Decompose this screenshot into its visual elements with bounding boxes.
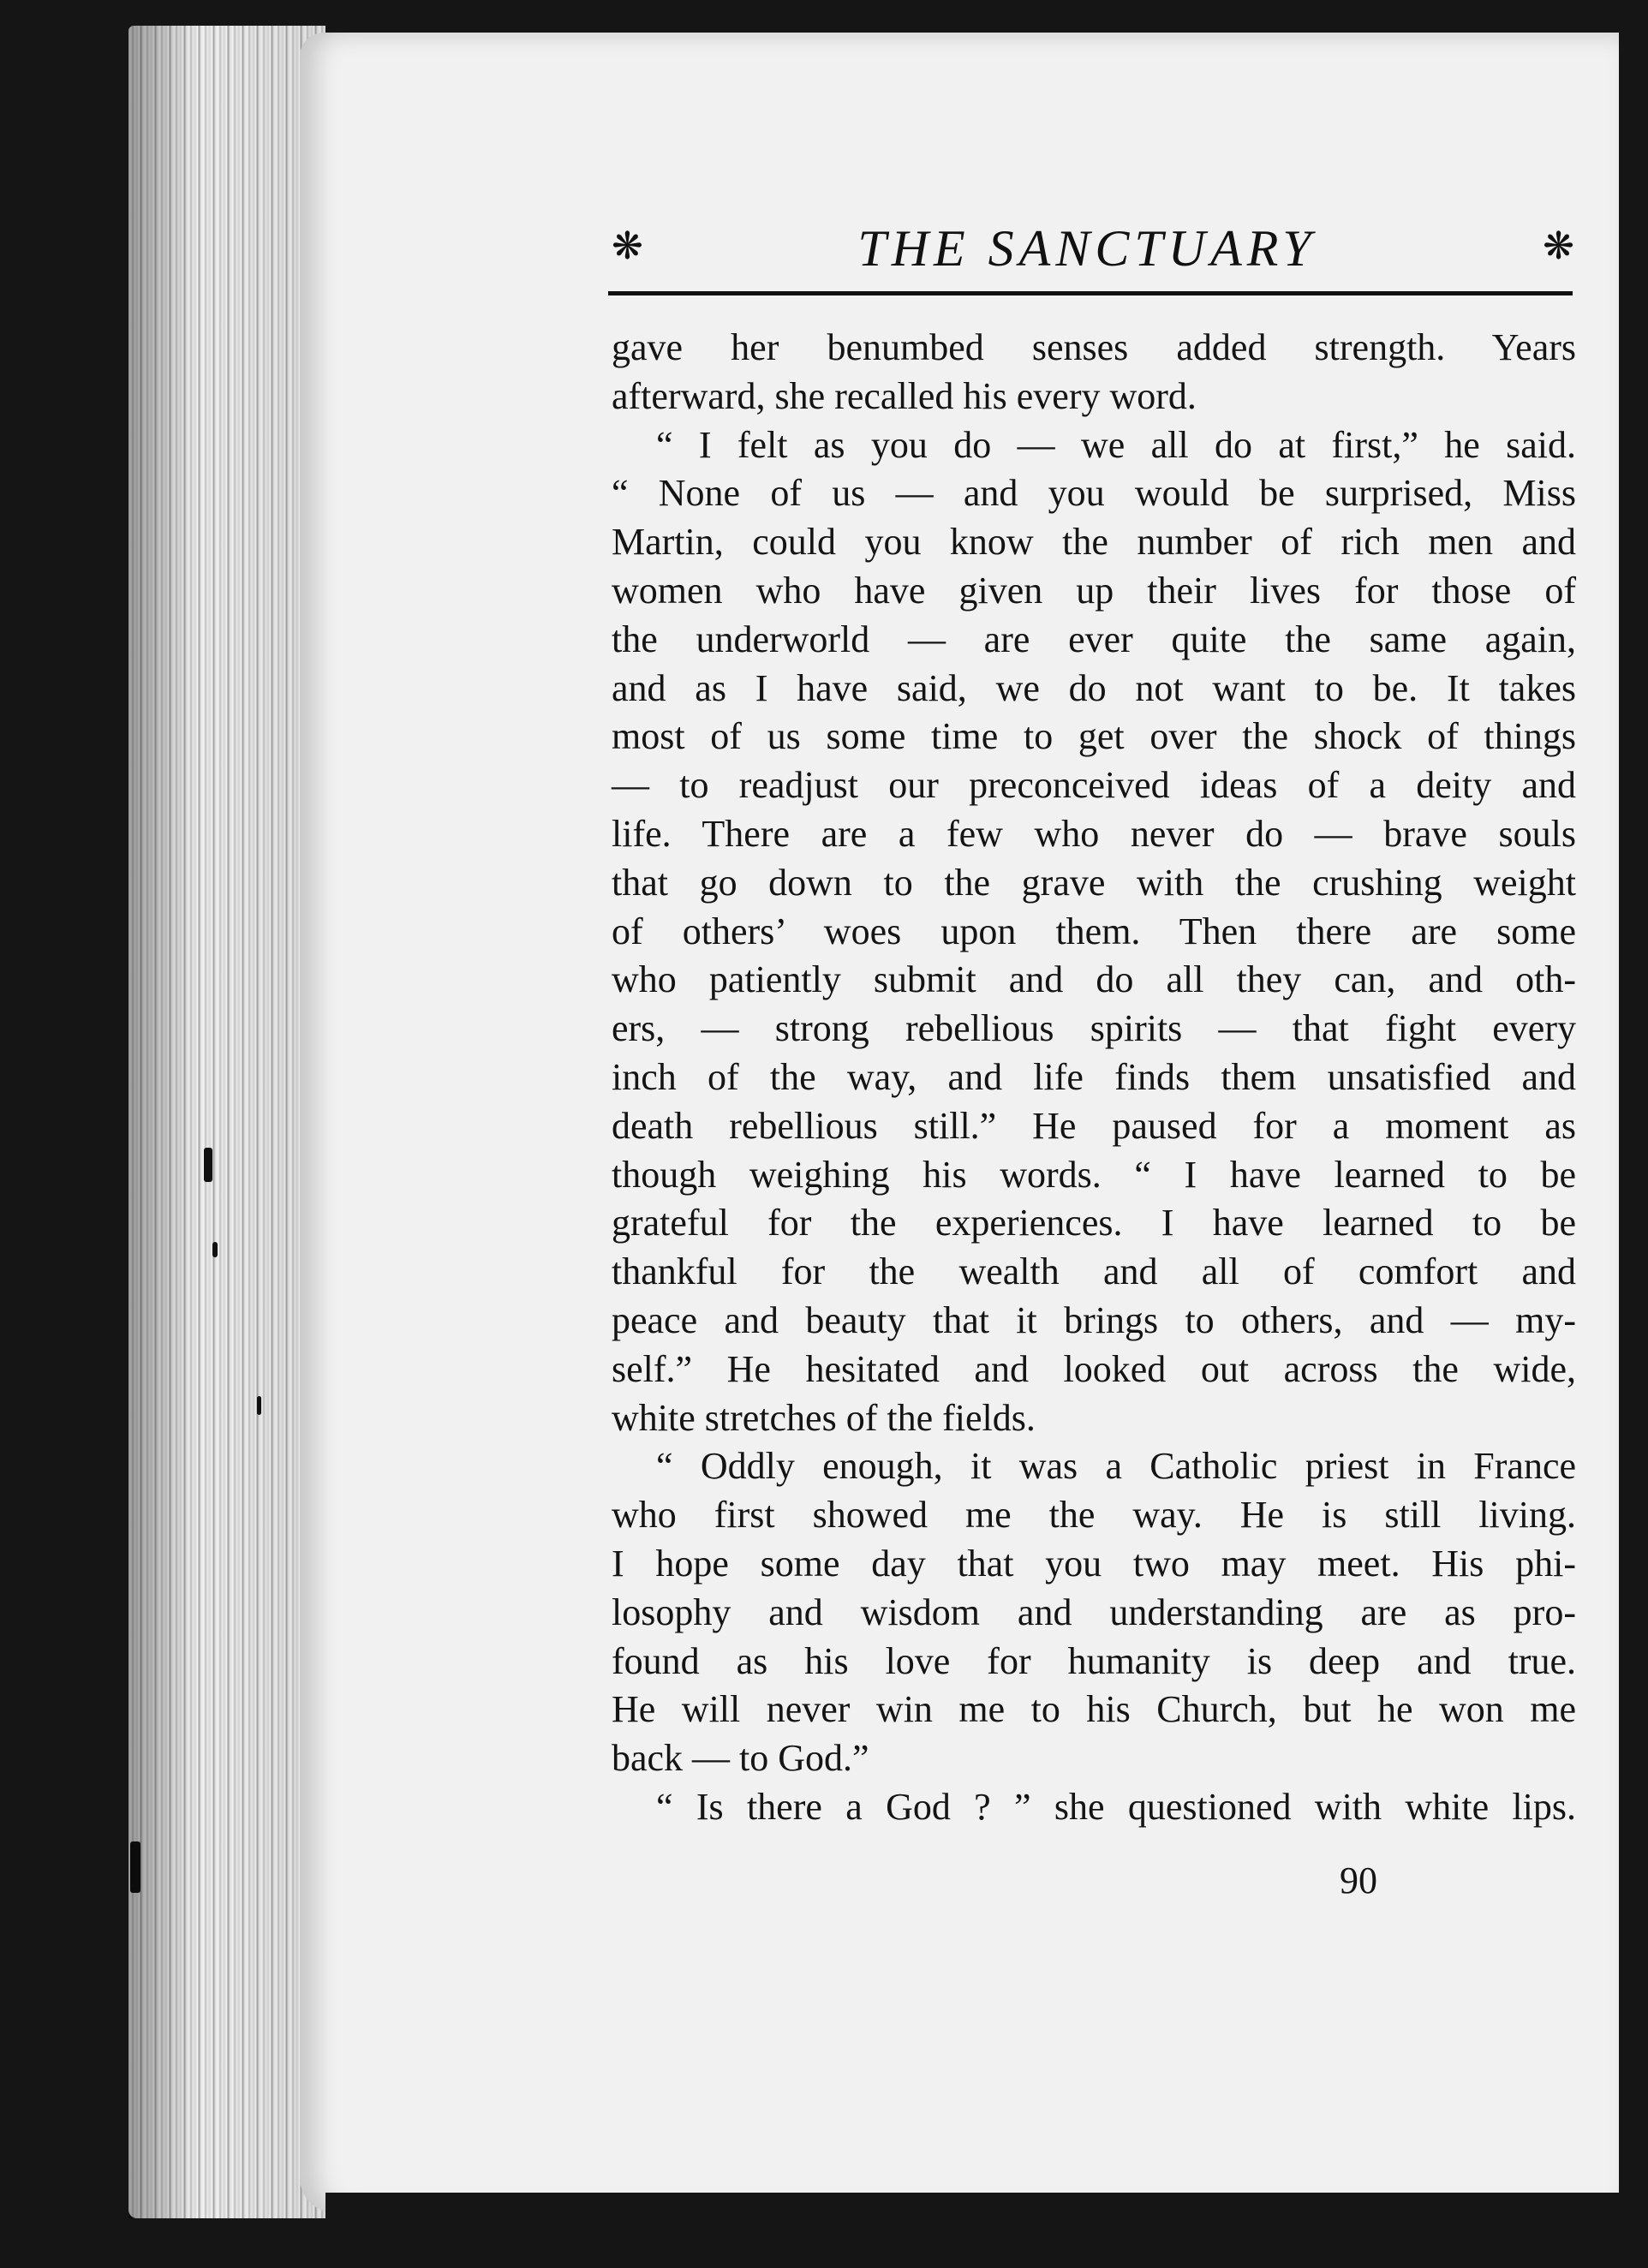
text-line: of others’ woes upon them. Then there are some [612,910,1576,952]
text-line: Martin, could you know the number of rich men and [612,521,1576,564]
body-text [612,324,1576,1832]
text-line: inch of the way, and life finds them unsatisfied and [612,1055,1576,1098]
text-line: “ None of us — and you would be surprised, Miss [612,472,1576,515]
text-line: He will never win me to his Church, but he won me [612,1688,1576,1731]
text-line: “ Is there a God ? ” she questioned with white lips. [656,1785,1576,1828]
text-line: who patiently submit and do all they can, and oth- [612,958,1576,1001]
running-head: THE SANCTUARY [857,220,1317,277]
text-line: afterward, she recalled his every word. [612,374,1197,417]
text-line: back — to God.” [612,1737,869,1780]
text-line: though weighing his words. “ I have learned to be [612,1153,1576,1196]
text-line: that go down to the grave with the crushing weight [612,861,1576,904]
scan-border [325,2193,1648,2268]
book-page-edges [128,26,325,2218]
text-line: death rebellious still.” He paused for a moment as [612,1104,1576,1147]
header-rule [608,291,1573,295]
text-line: thankful for the wealth and all of comfort and [612,1250,1576,1293]
ornament-left-icon: ❋ [612,224,643,268]
text-line: I hope some day that you two may meet. His phi- [612,1542,1576,1585]
text-line: found as his love for humanity is deep and true. [612,1639,1576,1682]
text-line: who first showed me the way. He is still living. [612,1494,1576,1537]
edge-mark [212,1242,218,1257]
text-line: white stretches of the fields. [612,1396,1036,1439]
edge-mark [257,1396,261,1415]
text-line: — to readjust our preconceived ideas of a deity and [612,764,1576,807]
text-line: women who have given up their lives for those of [612,569,1576,612]
text-line: grateful for the experiences. I have learned to be [612,1202,1576,1244]
text-line: “ I felt as you do — we all do at first,” he said. [656,423,1576,466]
text-line: life. There are a few who never do — brave souls [612,812,1576,855]
edge-mark [130,1841,140,1893]
text-line: the underworld — are ever quite the same again, [612,618,1576,660]
page-header [600,214,1574,283]
page-number: 90 [1340,1859,1377,1901]
text-line: gave her benumbed senses added strength. Years [612,326,1576,368]
text-line: losophy and wisdom and understanding are as pro- [612,1591,1576,1633]
text-line: peace and beauty that it brings to others, and — my- [612,1298,1576,1341]
edge-mark [204,1148,212,1182]
text-line: ers, — strong rebellious spirits — that fight every [612,1007,1576,1050]
text-line: self.” He hesitated and looked out across the wide, [612,1347,1576,1390]
text-line: and as I have said, we do not want to be. It takes [612,666,1576,709]
text-line: “ Oddly enough, it was a Catholic priest in France [656,1445,1576,1488]
text-line: most of us some time to get over the shock of things [612,715,1576,758]
ornament-right-icon: ❋ [1543,224,1574,268]
